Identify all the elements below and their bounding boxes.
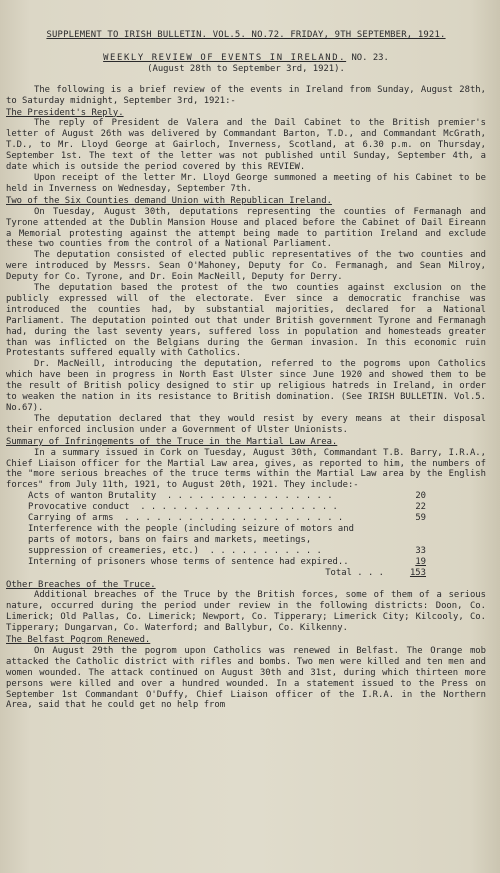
paragraph: On August 29th the pogrom upon Catholics was renewed in Belfast. The Orange mob attacked the Catholic district with rifles and bombs. Two men were killed and ten men and women wounded. The attack continued on August 30th and 31st, during which thirteen more persons were killed and over a hundred wounded. In a statement issued to the Press on September 1st Commandant O'Duffy, Chief Liaison officer of the I.R.A. in the Northern Area, said that he could get no help from [6, 645, 486, 711]
row-label: Provocative conduct . . . . . . . . . . . . . . . . . . . [28, 502, 338, 513]
paragraph: The deputation based the protest of the two counties against exclusion on the publicly expressed will of the electorate. Ever since a democratic franchise was introduced the counties had, by substantial majorities, declared for a National Parliament. The deputation pointed out that under British government Tyrone and Fermanagh had, during the last seventy years, suffered loss in population and homesteads greater than was inflicted on the Belgians during the German invasion. In this economic ruin Protestants suffered equally with Catholics. [6, 283, 486, 359]
row-label: suppression of creameries, etc.) . . . . . . . . . . . [28, 545, 322, 556]
table-row [28, 557, 486, 568]
table-row [28, 535, 486, 546]
row-value: 33 [415, 545, 426, 556]
review-title-text: WEEKLY REVIEW OF EVENTS IN IRELAND. [103, 52, 347, 63]
row-value: 59 [415, 513, 426, 524]
table-row [28, 546, 486, 557]
row-value: 19 [415, 556, 426, 567]
paragraph: Upon receipt of the letter Mr. Lloyd George summoned a meeting of his Cabinet to be held in Inverness on Wednesday, September 7th. [6, 172, 486, 194]
paragraph: Additional breaches of the Truce by the British forces, some of them of a serious nature, occurred during the period under review in the following districts: Doon, Co. Limerick; Old Pallas, Co. Limerick; Newport, Co. Tipperary; Limerick City; Kilcooly, Co. Tipperary; Dungarvan, Co. Waterford; and Ballybur, Co. Kilkenny. [6, 590, 486, 634]
row-value: 20 [415, 491, 426, 502]
table-total-row [28, 568, 486, 579]
table-row [28, 513, 486, 524]
row-value: 22 [415, 502, 426, 513]
table-row [28, 524, 486, 535]
paragraph: The reply of President de Valera and the Dail Cabinet to the British premier's letter of August 26th was delivered by Commandant Barton, T.D., and Commandant McGrath, T.D., to Mr. Lloyd George at Gairloch, Inverness, Scotland, at 6.30 p.m. on Thursday, September 1st. The text of the letter was not published until Sunday, September 4th, a date which is outside the period covered by this REVIEW. [6, 118, 486, 173]
section-heading-presidents-reply: The President's Reply. [6, 107, 124, 118]
supplement-header: SUPPLEMENT TO IRISH BULLETIN. VOL.5. NO.72. FRIDAY, 9TH SEPTEMBER, 1921. [46, 30, 446, 40]
section-heading-belfast-pogrom: The Belfast Pogrom Renewed. [6, 635, 151, 646]
row-label: Carrying of arms . . . . . . . . . . . . . . . . . . . . . [28, 513, 344, 524]
table-row [28, 491, 486, 502]
row-label: Interning of prisoners whose terms of sentence had expired.. [28, 556, 349, 567]
row-label: Interference with the people (including seizure of motors and [28, 523, 354, 534]
paragraph: The deputation declared that they would resist by every means at their disposal their enforced inclusion under a Government of Ulster Unionists. [6, 413, 486, 435]
intro-paragraph: The following is a brief review of the events in Ireland from Sunday, August 28th, to Saturday midnight, September 3rd, 1921:- [6, 84, 486, 106]
review-dates: (August 28th to September 3rd, 1921). [147, 63, 345, 74]
review-title [6, 53, 486, 64]
paragraph: On Tuesday, August 30th, deputations representing the counties of Fermanagh and Tyrone attended at the Dublin Mansion House and placed before the Cabinet of Dail Eireann a Memorial protesting against the attempt being made to partition Ireland and exclude these two counties from the control of a National Parliament. [6, 206, 486, 250]
section-heading-other-breaches: Other Breaches of the Truce. [6, 579, 156, 590]
row-label: parts of motors, bans on fairs and markets, meetings, [28, 534, 312, 545]
paragraph: In a summary issued in Cork on Tuesday, August 30th, Commandant T.B. Barry, I.R.A., Chief Liaison officer for the Martial Law area, gives, as reported to him, the numbers of the "more serious breaches of the truce terms within the Martial Law area by the English forces" from July 11th, 1921, to August 20th, 1921. They include:- [6, 447, 486, 491]
table-row [28, 502, 486, 513]
row-label: Acts of wanton Brutality . . . . . . . . . . . . . . . . [28, 491, 333, 502]
total-label: Total . . . [325, 567, 384, 578]
paragraph: The deputation consisted of elected public representatives of the two counties and were introduced by Messrs. Sean O'Mahoney, Deputy for Co. Fermanagh, and Sean Milroy, Deputy for Co. Tyrone, and Dr. Eoin MacNeill, Deputy for Derry. [6, 250, 486, 283]
infringements-table [28, 491, 486, 578]
review-number: NO. 23. [351, 52, 389, 63]
section-heading-martial-law: Summary of Infringements of the Truce in the Martial Law Area. [6, 436, 338, 447]
paragraph: Dr. MacNeill, introducing the deputation, referred to the pogroms upon Catholics which have been in progress in North East Ulster since June 1920 and showed them to be the result of British policy designed to stir up religious hatreds in Ireland, in order to weaken the nation in its resistance to British domination. (See IRISH BULLETIN. Vol.5. No.67). [6, 359, 486, 413]
total-value: 153 [409, 567, 426, 578]
section-heading-six-counties: Two of the Six Counties demand Union with Republican Ireland. [6, 195, 332, 206]
